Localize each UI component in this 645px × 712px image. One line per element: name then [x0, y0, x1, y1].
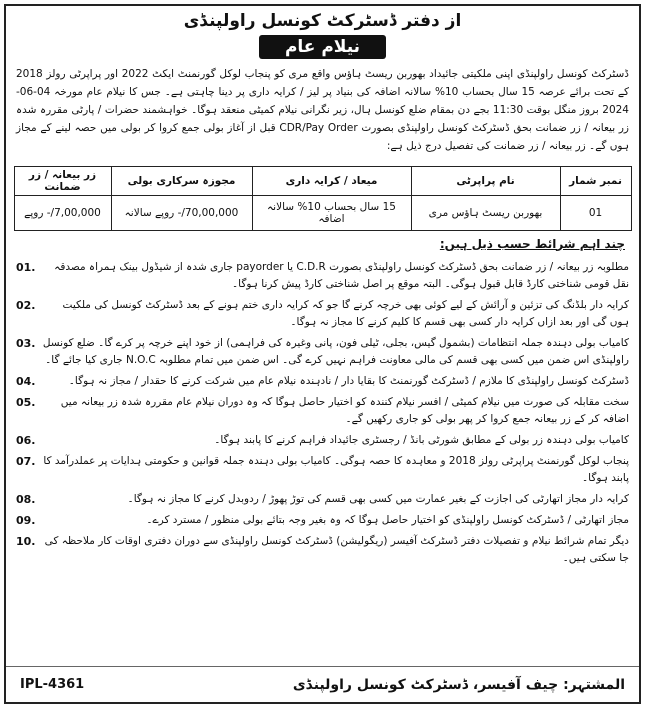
term-text: کرایہ دار بلڈنگ کی تزئین و آرائش کے لیے کوئی بھی خرچہ کرنے گا جو کہ کرایہ داری ختم ہونے کے بعد ڈسٹرکٹ کونسل کی ملکیت ہوں گی اور بعد ازاں کرایہ دار کسی بھی قسم کا کلیم کرنے کا مجاز نہ ہوگا۔ [62, 298, 629, 328]
term-text: کامیاب بولی دہندہ زر بولی کے مطابق شورٹی بانڈ / رجسٹری جائیداد فراہم کرنے کا پابند ہوگا۔ [214, 433, 629, 446]
table-cell-bid: 70,00,000/- روپے سالانہ [111, 195, 252, 230]
term-text: ڈسٹرکٹ کونسل راولپنڈی کا ملازم / ڈسٹرکٹ گورنمنٹ کا بقایا دار / نادہندہ نیلام عام میں شرکت کرنے کا حقدار / مجاز نہ ہوگا۔ [68, 374, 629, 387]
term-text: پنجاب لوکل گورنمنٹ پراپرٹی رولز 2018 و معاہدہ کا حصہ ہوگی۔ کامیاب بولی دہندہ جملہ قوانین و حکومتی ہدایات پر عملدرآمد کا پابند ہوگا۔ [43, 454, 629, 484]
term-number: 04. [16, 374, 36, 388]
advertiser-signature: المشتہر: چیف آفیسر، ڈسٹرکٹ کونسل راولپنڈی [292, 676, 625, 693]
table-header-property: نام پراپرٹی [411, 166, 560, 195]
term-text: مجاز اتھارٹی / ڈسٹرکٹ کونسل راولپنڈی کو اختیار حاصل ہوگا کہ وہ بغیر وجہ بتائے بولی منظور / مسترد کرے۔ [146, 513, 629, 526]
term-number: 10. [16, 534, 36, 548]
table-header-term: میعاد / کرایہ داری [252, 166, 411, 195]
table-cell-serial: 01 [560, 195, 631, 230]
term-item [16, 335, 629, 369]
table-header-row [14, 166, 631, 195]
term-item [16, 533, 629, 567]
term-item [16, 491, 629, 508]
table-cell-term: 15 سال بحساب 10% سالانہ اضافہ [252, 195, 411, 230]
term-number: 07. [16, 454, 36, 468]
term-item [16, 432, 629, 449]
intro-paragraph: ڈسٹرکٹ کونسل راولپنڈی اپنی ملکیتی جائیداد بھوربن ریسٹ ہاؤس واقع مری کو پنجاب لوکل گورنمنٹ ایکٹ 2022 اور پراپرٹی رولز 2018 کے تحت برائے عرصہ 15 سال بحساب 10% سالانہ اضافہ کی بنیاد پر لیز / کرایہ داری پر دینا چاہتی ہے۔ جس کا نیلام عام مورخہ 04-06-2024 بروز منگل بوقت 11:30 بجے دن بمقام ضلع کونسل ہال، زیر نگرانی نیلام کمیٹی منعقد ہوگا۔ خواہشمند حضرات / پارٹی مقررہ شدہ زر بیعانہ / زر ضمانت بحق ڈسٹرکٹ کونسل راولپنڈی بصورت CDR/Pay Order قبل از آغاز بولی جمع کروا کر بولی میں حصہ لینے کے مجاز ہوں گے۔ زر بیعانہ / زر ضمانت کی تفصیل درج ذیل ہے: [16, 68, 629, 152]
table-header-serial: نمبر شمار [560, 166, 631, 195]
term-number: 03. [16, 336, 36, 350]
term-text: کرایہ دار مجاز اتھارٹی کی اجازت کے بغیر عمارت میں کسی بھی قسم کی توڑ پھوڑ / ردوبدل کرنے کا مجاز نہ ہوگا۔ [127, 492, 629, 505]
term-item [16, 259, 629, 293]
term-text: مطلوبہ زر بیعانہ / زر ضمانت بحق ڈسٹرکٹ کونسل راولپنڈی بصورت C.D.R یا payorder جاری شدہ از شیڈول بینک ہمراہ مصدقہ نقل قومی شناختی کارڈ قابل قبول ہوگی۔ البتہ موقع پر اصل شناختی کارڈ پیش کرنا ہوگا۔ [54, 260, 629, 290]
term-number: 02. [16, 298, 36, 312]
term-number: 08. [16, 492, 36, 506]
items-table [14, 166, 632, 231]
table-row [14, 195, 631, 230]
advertisement-page [4, 4, 641, 704]
table-cell-deposit: 7,00,000/- روپے [14, 195, 111, 230]
term-item [16, 373, 629, 390]
term-number: 05. [16, 395, 36, 409]
term-text: سخت مقابلہ کی صورت میں نیلام کمیٹی / افسر نیلام کنندہ کو اختیار حاصل ہوگا کہ وہ دوران نیلام عام مقررہ شدہ زر بیعانہ میں اضافہ کر کے زر بیعانہ جمع کروا کر پھر بولی کو جاری رکھیں گے۔ [60, 395, 629, 425]
auction-banner: نیلام عام [259, 35, 386, 59]
table-cell-property: بھوربن ریسٹ ہاؤس مری [411, 195, 560, 230]
footer-bar [6, 666, 639, 702]
term-number: 06. [16, 433, 36, 447]
ipl-code: IPL-4361 [20, 677, 85, 692]
term-text: دیگر تمام شرائط نیلام و تفصیلات دفتر ڈسٹرکٹ آفیسر (ریگولیشن) ڈسٹرکٹ کونسل راولپنڈی سے دوران دفتری اوقات کار ملاحظہ کی جا سکتی ہیں۔ [44, 534, 629, 564]
term-item [16, 297, 629, 331]
banner-wrap [6, 35, 639, 59]
term-item [16, 512, 629, 529]
table-header-bid: مجوزہ سرکاری بولی [111, 166, 252, 195]
terms-heading: چند اہم شرائط حسب ذیل ہیں: [439, 236, 625, 251]
term-text: کامیاب بولی دہندہ جملہ انتظامات (بشمول گیس، بجلی، ٹیلی فون، پانی وغیرہ کی فراہمی) از خود اپنے خرچہ پر کرے گا۔ ضلع کونسل راولپنڈی اس ضمن میں کسی بھی قسم کی مالی معاونت فراہم نہیں کرے گی۔ اس ضمن میں تمام مطلوبہ N.O.C جاری کیا جائے گا۔ [42, 336, 629, 366]
term-number: 09. [16, 513, 36, 527]
terms-list [6, 259, 639, 567]
term-item [16, 394, 629, 428]
term-item [16, 453, 629, 487]
header-title: از دفتر ڈسٹرکٹ کونسل راولپنڈی [183, 11, 462, 31]
term-number: 01. [16, 260, 36, 274]
table-header-deposit: زر بیعانہ / زر ضمانت [14, 166, 111, 195]
